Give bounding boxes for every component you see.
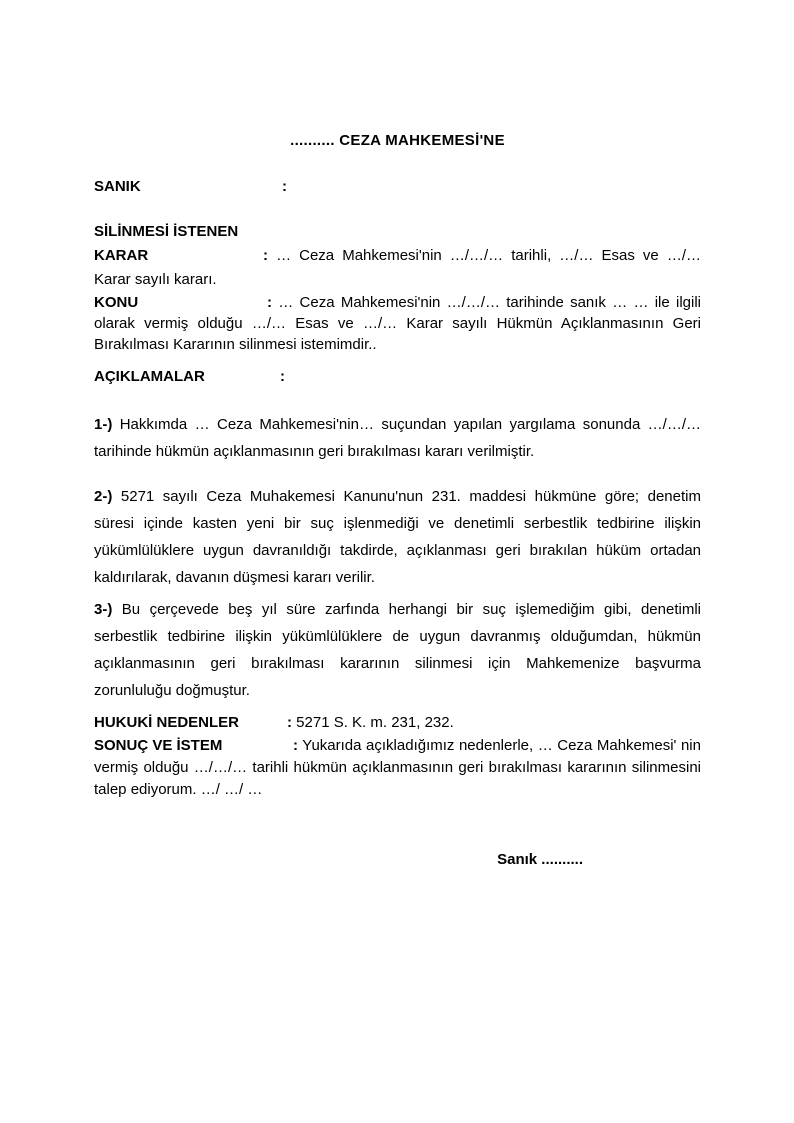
legal-grounds-text: 5271 S. K. m. 231, 232. [296,714,454,731]
explanations-row [94,367,701,386]
paragraph-2-text: 5271 sayılı Ceza Muhakemesi Kanunu'nun 231. maddesi hükmüne göre; denetim süresi içinde kasten yeni bir suç işlenmediği ve denetimli serbestlik tedbirine ilişkin yükümlülüklere uygun davranıldığı takdirde, açıklanması geri bırakılan hüküm ortadan kaldırılarak, davanın düşmesi kararı verilir. [94,488,701,586]
defendant-label: SANIK [94,178,141,195]
subject-text: … Ceza Mahkemesi'nin …/…/… tarihinde sanık … … ile ilgili olarak vermiş olduğu …/… Esas ve …/… Karar sayılı Hükmün Açıklanmasının Geri Bırakılması Kararının silinmesi istemimdir.. [94,294,702,353]
legal-grounds-label: HUKUKİ NEDENLER [94,714,240,731]
defendant-row [94,177,701,196]
decision-text: … Ceza Mahkemesi'nin …/…/… tarihli, …/… Esas ve …/… Karar sayılı kararı. [94,247,701,288]
explanation-paragraph-2 [94,483,701,591]
paragraph-3-marker: 3-) [94,601,113,618]
defendant-colon: : [282,178,287,195]
decision-requested-paragraph [94,244,701,292]
conclusion-colon: : [293,737,298,754]
conclusion-paragraph [94,735,701,801]
decision-requested-heading: SİLİNMESİ İSTENEN [94,223,239,240]
legal-grounds-colon: : [287,714,292,731]
decision-label: KARAR [94,247,149,264]
signature-line: Sanık .......... [497,851,583,868]
explanations-label: AÇIKLAMALAR [94,368,205,385]
paragraph-2-marker: 2-) [94,488,113,505]
decision-colon: : [263,247,268,264]
paragraph-1-marker: 1-) [94,416,113,433]
subject-paragraph [94,292,701,355]
explanation-paragraph-3 [94,596,701,704]
subject-colon: : [267,294,272,311]
conclusion-text: Yukarıda açıkladığımız nedenlerle, … Ceza Mahkemesi' nin vermiş olduğu …/…/… tarihli hükmün açıklanmasının geri bırakılması kararının silinmesini talep ediyorum. …/ …/ … [94,737,701,798]
subject-label: KONU [94,294,139,311]
explanation-paragraph-1 [94,411,701,465]
paragraph-1-text: Hakkımda … Ceza Mahkemesi'nin… suçundan yapılan yargılama sonunda …/…/… tarihinde hükmün açıklanmasının geri bırakılması kararı verilmiştir. [94,416,701,460]
legal-grounds-row [94,711,701,735]
conclusion-label: SONUÇ VE İSTEM [94,737,223,754]
court-header: .......... CEZA MAHKEMESİ'NE [290,132,505,149]
explanations-colon: : [280,368,285,385]
petition-content [94,0,701,869]
paragraph-3-text: Bu çerçevede beş yıl süre zarfında herhangi bir suç işlemediğim gibi, denetimli serbestlik tedbirine ilişkin yükümlülüklere de uygun davranmış olduğumdan, hükmün açıklanmasının geri bırakılması kararının silinmesi için Mahkemenize başvurma zorunluluğu doğmuştur. [94,601,701,699]
